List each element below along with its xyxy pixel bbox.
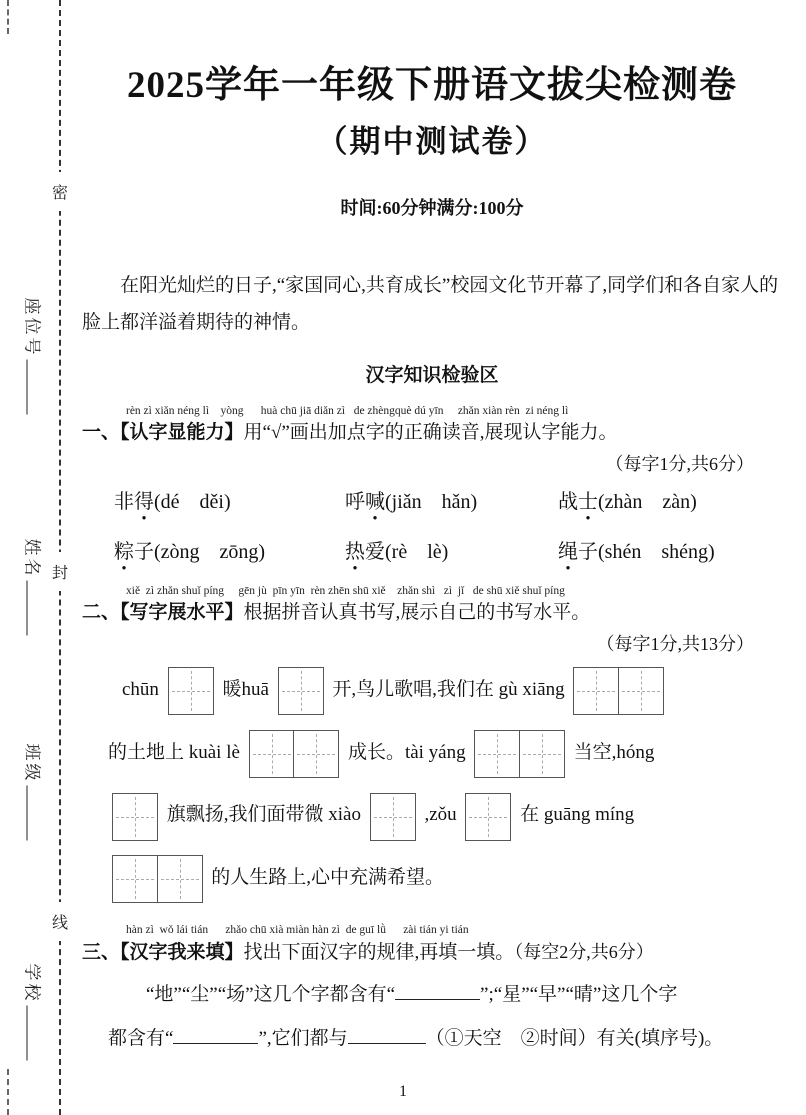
answer-blank[interactable] bbox=[348, 1025, 426, 1044]
q1-items bbox=[82, 487, 782, 567]
q1-pinyin-options[interactable]: (jiǎn hǎn) bbox=[385, 491, 478, 513]
text-run: 暖huā bbox=[217, 679, 274, 700]
time-score-info: 时间:60分钟满分:100分 bbox=[340, 198, 524, 218]
q1-pinyin-options[interactable]: (rè lè) bbox=[385, 541, 449, 563]
writing-box[interactable] bbox=[618, 667, 664, 715]
q1-word-plain: 爱 bbox=[365, 541, 385, 563]
seal-char-feng: 封 bbox=[50, 552, 70, 591]
class-fill-line[interactable] bbox=[27, 786, 29, 841]
q1-heading bbox=[82, 419, 782, 447]
writing-box-group bbox=[474, 722, 565, 784]
q1-word-dotted: 得 ● bbox=[134, 487, 154, 517]
page-edge-dash-top bbox=[7, 0, 9, 34]
writing-box[interactable] bbox=[168, 667, 214, 715]
text-run: ”,它们都与 bbox=[258, 1027, 348, 1049]
text-run: 都含有“ bbox=[108, 1027, 174, 1049]
writing-box-group bbox=[112, 785, 158, 847]
q3-label: 三、【汉字我来填】 bbox=[82, 941, 244, 963]
q1-pinyin-options[interactable]: (dé děi) bbox=[154, 491, 231, 513]
q1-word-plain: 战 bbox=[558, 491, 578, 513]
text-run: “地”“尘”“场”这几个字都含有“ bbox=[146, 983, 396, 1005]
writing-box[interactable] bbox=[278, 667, 324, 715]
student-name-fill-line[interactable] bbox=[27, 581, 29, 636]
writing-box-group bbox=[370, 785, 416, 847]
writing-box-group bbox=[249, 722, 340, 784]
q3-instruction: 找出下面汉字的规律,再填一填。 bbox=[243, 941, 515, 963]
q1-word bbox=[114, 491, 154, 513]
writing-box-group bbox=[465, 785, 511, 847]
q1-item bbox=[114, 537, 345, 567]
q1-word bbox=[114, 541, 154, 563]
writing-box-group bbox=[168, 660, 214, 722]
q1-pinyin-line: rèn zì xiǎn néng lì yòng huà chū jiā diǎn zì de zhèngquè dú yīn zhǎn xiàn rèn zi néng lì bbox=[126, 405, 569, 417]
q1-word bbox=[345, 541, 385, 563]
q1-item bbox=[114, 487, 345, 517]
student-name-label-text: 姓名 bbox=[22, 538, 42, 579]
q1-instruction: 用“√”画出加点字的正确读音,展现认字能力。 bbox=[243, 422, 618, 443]
answer-blank[interactable] bbox=[395, 981, 480, 1000]
seal-char-xian: 线 bbox=[50, 902, 70, 941]
q1-word-dotted: 士 ● bbox=[578, 487, 598, 517]
writing-box[interactable] bbox=[573, 667, 619, 715]
page-number: 1 bbox=[399, 1083, 407, 1100]
q1-word-dotted: 粽 ● bbox=[114, 537, 134, 567]
q1-word-dotted: 绳 ● bbox=[558, 537, 578, 567]
q1-item bbox=[558, 487, 782, 517]
q1-word-dotted: 喊 ● bbox=[365, 487, 385, 517]
q3-pinyin-line: hàn zì wǒ lái tián zhǎo chū xià miàn hàn zì de guī lǜ zài tián yi tián bbox=[126, 923, 469, 936]
writing-box[interactable] bbox=[112, 855, 158, 903]
q1-score: （每字1分,共6分） bbox=[605, 454, 754, 474]
exam-subtitle: （期中测试卷） bbox=[316, 124, 548, 159]
text-run: 成长。tài yáng bbox=[343, 741, 471, 763]
writing-box[interactable] bbox=[157, 855, 203, 903]
text-run: ,zǒu bbox=[419, 804, 462, 826]
text-run: 的土地上 kuài lè bbox=[108, 741, 245, 763]
q1-word-plain: 非 bbox=[114, 491, 134, 513]
q1-word bbox=[558, 541, 598, 563]
q1-word-plain: 呼 bbox=[345, 491, 365, 513]
student-name-label bbox=[22, 539, 47, 635]
school-label-text: 学校 bbox=[22, 963, 42, 1004]
writing-box[interactable] bbox=[112, 793, 158, 841]
q1-item bbox=[345, 537, 558, 567]
writing-box[interactable] bbox=[249, 730, 295, 778]
q1-word bbox=[345, 491, 385, 513]
school-label bbox=[22, 964, 47, 1060]
q2-instruction: 根据拼音认真书写,展示自己的书写水平。 bbox=[243, 602, 591, 623]
q1-item bbox=[345, 487, 558, 517]
q1-pinyin-options[interactable]: (shén shéng) bbox=[598, 541, 715, 563]
q3-heading bbox=[82, 938, 782, 967]
q2-pinyin-line: xiě zì zhǎn shuǐ píng gēn jù pīn yīn rèn zhēn shū xiě zhǎn shì zì jǐ de shū xiě shuǐ píng bbox=[126, 585, 565, 597]
q1-word-dotted: 热 ● bbox=[345, 537, 365, 567]
text-run: chūn bbox=[122, 679, 164, 700]
exam-title: 2025学年一年级下册语文拔尖检测卷 bbox=[127, 65, 737, 106]
text-run: 开,鸟儿歌唱,我们在 gù xiāng bbox=[327, 679, 570, 700]
q1-pinyin-options[interactable]: (zòng zōng) bbox=[154, 541, 266, 563]
text-run: ”;“星”“早”“晴”这几个字 bbox=[480, 983, 678, 1005]
intro-paragraph: 在阳光灿烂的日子,“家国同心,共育成长”校园文化节开幕了,同学们和各自家人的脸上都洋溢着期待的神情。 bbox=[82, 275, 779, 333]
writing-box-group bbox=[573, 660, 664, 722]
q1-word-plain: 子 bbox=[134, 541, 154, 563]
text-run: 的人生路上,心中充满希望。 bbox=[206, 866, 445, 888]
text-run: 在 guāng míng bbox=[515, 804, 635, 826]
q1-pinyin-options[interactable]: (zhàn zàn) bbox=[598, 491, 697, 513]
text-run: 当空,hóng bbox=[568, 741, 655, 763]
class-label bbox=[22, 744, 47, 840]
q2-score: （每字1分,共13分） bbox=[596, 634, 754, 654]
text-run: 旗飘扬,我们面带微 xiào bbox=[162, 804, 366, 826]
text-run: （①天空 ②时间）有关(填序号)。 bbox=[425, 1027, 724, 1049]
q1-item bbox=[558, 537, 782, 567]
writing-box[interactable] bbox=[474, 730, 520, 778]
class-label-text: 班级 bbox=[22, 743, 42, 784]
writing-box[interactable] bbox=[293, 730, 339, 778]
answer-blank[interactable] bbox=[173, 1025, 258, 1044]
q3-score: （每空2分,共6分） bbox=[514, 941, 654, 962]
q2-writing-area bbox=[82, 659, 782, 910]
q1-label: 一、【认字显能力】 bbox=[82, 422, 244, 443]
section-header: 汉字知识检验区 bbox=[365, 365, 499, 386]
writing-box[interactable] bbox=[519, 730, 565, 778]
writing-box[interactable] bbox=[465, 793, 511, 841]
q3-fill-area bbox=[82, 973, 782, 1061]
q2-label: 二、【写字展水平】 bbox=[82, 602, 244, 623]
seat-number-label-text: 座位号 bbox=[22, 297, 42, 358]
writing-box[interactable] bbox=[370, 793, 416, 841]
seat-number-label bbox=[22, 298, 47, 416]
q2-heading bbox=[82, 599, 782, 627]
exam-content bbox=[82, 34, 782, 1061]
school-fill-line[interactable] bbox=[27, 1006, 29, 1061]
q1-word-plain: 子 bbox=[578, 541, 598, 563]
seal-char-mi: 密 bbox=[50, 172, 70, 211]
writing-box-group bbox=[278, 660, 324, 722]
writing-box-group bbox=[112, 848, 203, 910]
seat-number-fill-line[interactable] bbox=[27, 360, 29, 415]
q1-word bbox=[558, 491, 598, 513]
